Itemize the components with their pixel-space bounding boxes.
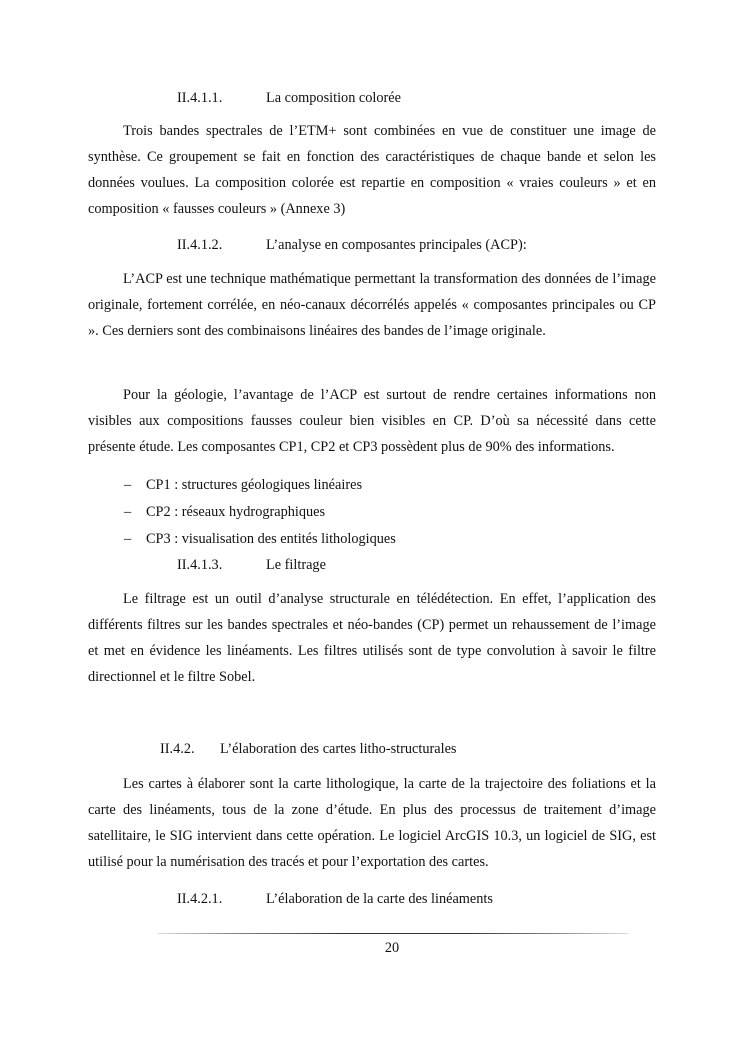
paragraph-filtrage: Le filtrage est un outil d’analyse structurale en télédétection. En effet, l’application des différents filtres sur les bandes spectrales et néo-bandes (CP) permet un rehaussement de l’image et met en évidence les linéaments. Les filtres utilisés sont de type convolution à savoir le filtre directionnel et le filtre Sobel. xyxy=(88,591,656,685)
section-heading-carte-lineaments xyxy=(177,890,493,908)
section-title: L’élaboration des cartes litho-structurales xyxy=(220,741,457,757)
bullet-marker: – xyxy=(124,531,132,547)
footer-divider xyxy=(158,933,628,934)
paragraph-acp-geologie: Pour la géologie, l’avantage de l’ACP est surtout de rendre certaines informations non visibles aux compositions fausses couleur bien visibles en CP. D’où sa nécessité dans cette présente étude. Les composantes CP1, CP2 et CP3 possèdent plus de 90% des informations. xyxy=(88,387,656,455)
section-number: II.4.1.1. xyxy=(177,90,223,106)
list-item-text: CP1 : structures géologiques linéaires xyxy=(146,477,363,493)
section-number: II.4.1.2. xyxy=(177,237,223,253)
list-item xyxy=(124,503,396,530)
cp-list xyxy=(124,476,396,557)
section-title: L’analyse en composantes principales (ACP): xyxy=(266,237,527,253)
list-item xyxy=(124,476,396,503)
section-heading-cartes-litho-structurales xyxy=(160,740,457,758)
section-heading-composition-coloree xyxy=(177,89,401,107)
section-title: Le filtrage xyxy=(266,557,326,573)
page-number: 20 xyxy=(384,940,400,956)
paragraph-cartes: Les cartes à élaborer sont la carte lithologique, la carte de la trajectoire des foliations et la carte des linéaments, tous de la zone d’étude. En plus des processus de traitement d’image satellitaire, le SIG intervient dans cette opération. Le logiciel ArcGIS 10.3, un logiciel de SIG, est utilisé pour la numérisation des tracés et pour l’exportation des cartes. xyxy=(88,776,656,870)
paragraph-acp-definition: L’ACP est une technique mathématique permettant la transformation des données de l’image originale, fortement corrélée, en néo-canaux décorrélés appelés « composantes principales ou CP ». Ces derniers sont des combinaisons linéaires des bandes de l’image originale. xyxy=(88,271,656,339)
list-item-text: CP2 : réseaux hydrographiques xyxy=(146,504,326,520)
section-title: La composition colorée xyxy=(266,90,401,106)
section-heading-acp xyxy=(177,236,527,254)
section-number: II.4.1.3. xyxy=(177,557,223,573)
list-item-text: CP3 : visualisation des entités lithologiques xyxy=(146,531,396,547)
paragraph-composition-coloree: Trois bandes spectrales de l’ETM+ sont combinées en vue de constituer une image de synthèse. Ce groupement se fait en fonction des caractéristiques de chaque bande et selon les données voulues. La composition colorée est repartie en composition « vraies couleurs » et en composition « fausses couleurs » (Annexe 3) xyxy=(88,123,656,217)
section-number: II.4.2.1. xyxy=(177,891,223,907)
bullet-marker: – xyxy=(124,504,132,520)
list-item xyxy=(124,530,396,557)
section-heading-filtrage xyxy=(177,556,326,574)
section-number: II.4.2. xyxy=(160,741,195,757)
bullet-marker: – xyxy=(124,477,132,493)
section-title: L’élaboration de la carte des linéaments xyxy=(266,891,493,907)
